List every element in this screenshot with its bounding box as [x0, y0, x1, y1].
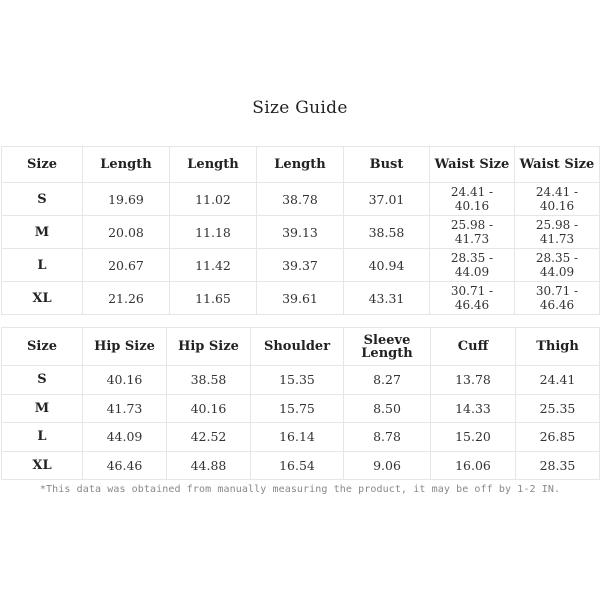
size-label: XL	[2, 451, 83, 480]
table-cell: 11.18	[170, 216, 257, 249]
table-cell: 37.01	[344, 183, 430, 216]
table-cell: 19.69	[83, 183, 170, 216]
size-label: M	[2, 394, 83, 423]
table-cell: 8.50	[344, 394, 431, 423]
table-cell: 11.02	[170, 183, 257, 216]
table-cell: 30.71 - 46.46	[515, 282, 600, 315]
table-cell: 38.58	[344, 216, 430, 249]
column-header: Thigh	[516, 328, 600, 366]
table-header-row	[2, 147, 600, 183]
table-cell: 30.71 - 46.46	[430, 282, 515, 315]
table-cell: 40.16	[167, 394, 251, 423]
table-cell: 41.73	[83, 394, 167, 423]
table-cell: 38.58	[167, 366, 251, 395]
column-header: Size	[2, 147, 83, 183]
table-cell: 11.65	[170, 282, 257, 315]
measurement-disclaimer: *This data was obtained from manually measuring the product, it may be off by 1-2 IN.	[39, 484, 561, 495]
table-row	[2, 282, 600, 315]
table-cell: 43.31	[344, 282, 430, 315]
table-cell: 39.61	[257, 282, 344, 315]
table-cell: 11.42	[170, 249, 257, 282]
column-header: Length	[257, 147, 344, 183]
table-cell: 20.08	[83, 216, 170, 249]
table-cell: 28.35	[516, 451, 600, 480]
table-cell: 24.41 - 40.16	[515, 183, 600, 216]
table-cell: 25.35	[516, 394, 600, 423]
table-cell: 40.16	[83, 366, 167, 395]
column-header: Cuff	[431, 328, 516, 366]
table-cell: 40.94	[344, 249, 430, 282]
table-cell: 28.35 - 44.09	[430, 249, 515, 282]
table-cell: 46.46	[83, 451, 167, 480]
table-cell: 26.85	[516, 423, 600, 452]
table-row	[2, 423, 600, 452]
table-cell: 13.78	[431, 366, 516, 395]
table-cell: 28.35 - 44.09	[515, 249, 600, 282]
table-cell: 39.13	[257, 216, 344, 249]
column-header: Hip Size	[83, 328, 167, 366]
table-cell: 16.06	[431, 451, 516, 480]
table-cell: 14.33	[431, 394, 516, 423]
table-row	[2, 451, 600, 480]
table-cell: 20.67	[83, 249, 170, 282]
table-cell: 42.52	[167, 423, 251, 452]
table-cell: 24.41 - 40.16	[430, 183, 515, 216]
column-header: Length	[83, 147, 170, 183]
table-row	[2, 183, 600, 216]
column-header: Waist Size	[430, 147, 515, 183]
table-cell: 44.88	[167, 451, 251, 480]
page-title: Size Guide	[252, 98, 348, 118]
table-cell: 8.78	[344, 423, 431, 452]
table-cell: 16.54	[251, 451, 344, 480]
table-cell: 8.27	[344, 366, 431, 395]
size-table-bottoms	[1, 327, 600, 480]
size-label: L	[2, 423, 83, 452]
table-row	[2, 394, 600, 423]
column-header: Hip Size	[167, 328, 251, 366]
table-cell: 24.41	[516, 366, 600, 395]
size-label: M	[2, 216, 83, 249]
size-label: XL	[2, 282, 83, 315]
table-cell: 15.20	[431, 423, 516, 452]
size-table-tops	[1, 146, 600, 315]
table-cell: 44.09	[83, 423, 167, 452]
table-cell: 25.98 - 41.73	[430, 216, 515, 249]
column-header: Shoulder	[251, 328, 344, 366]
table-row	[2, 216, 600, 249]
column-header: Size	[2, 328, 83, 366]
table-header-row	[2, 328, 600, 366]
size-label: L	[2, 249, 83, 282]
column-header: Sleeve Length	[344, 328, 431, 366]
column-header: Length	[170, 147, 257, 183]
table-cell: 38.78	[257, 183, 344, 216]
table-cell: 9.06	[344, 451, 431, 480]
size-label: S	[2, 366, 83, 395]
table-cell: 15.75	[251, 394, 344, 423]
table-cell: 39.37	[257, 249, 344, 282]
table-row	[2, 249, 600, 282]
table-cell: 15.35	[251, 366, 344, 395]
table-cell: 21.26	[83, 282, 170, 315]
column-header: Waist Size	[515, 147, 600, 183]
column-header: Bust	[344, 147, 430, 183]
table-cell: 25.98 - 41.73	[515, 216, 600, 249]
size-label: S	[2, 183, 83, 216]
table-row	[2, 366, 600, 395]
table-cell: 16.14	[251, 423, 344, 452]
